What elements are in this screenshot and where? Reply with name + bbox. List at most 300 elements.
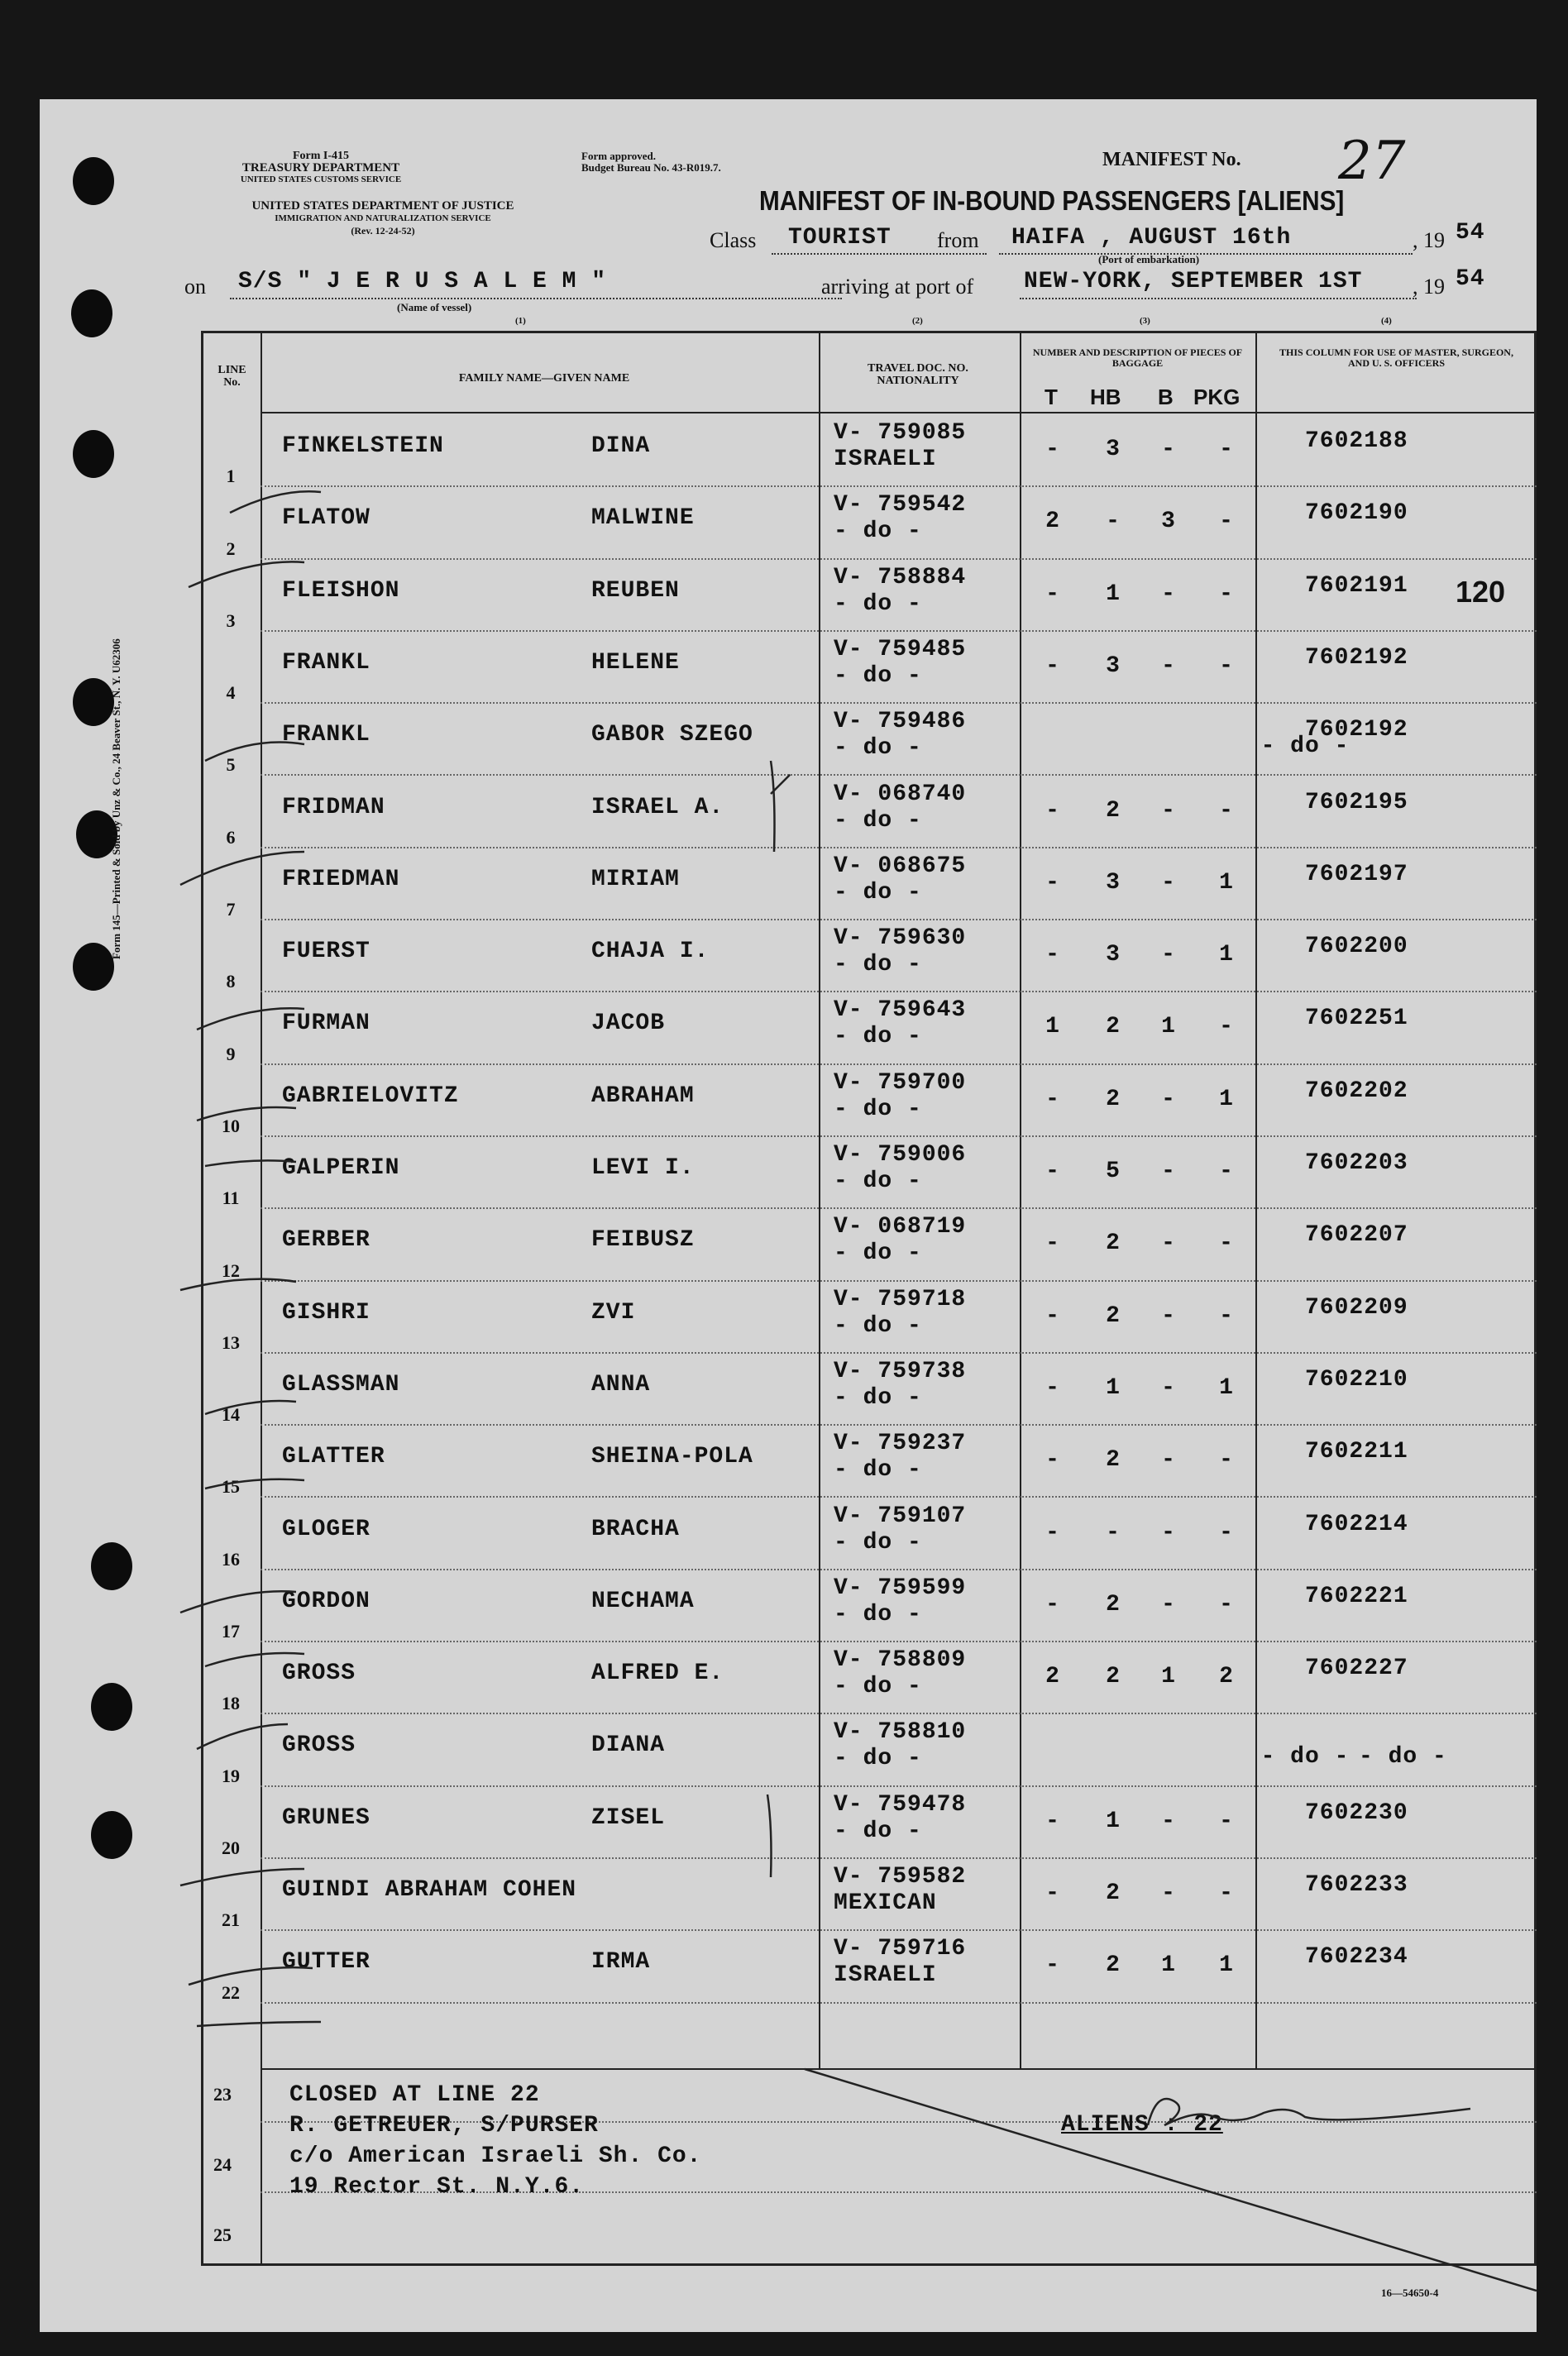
punch-hole (71, 289, 112, 337)
passenger-row (201, 992, 1537, 1064)
family-name: FRIEDMAN (282, 866, 400, 892)
passenger-row (201, 1714, 1537, 1786)
officer-number: 7602214 (1305, 1511, 1408, 1537)
punch-hole (91, 1683, 132, 1731)
baggage-hb: 2 (1106, 1447, 1121, 1474)
baggage-b: - (1161, 942, 1176, 968)
travel-doc-number: V- 759716 (834, 1936, 967, 1962)
line-number: 17 (222, 1621, 240, 1642)
baggage-hb: 3 (1106, 437, 1121, 462)
line-number: 6 (226, 826, 236, 848)
nationality: - do - (834, 519, 922, 545)
travel-doc-number: V- 759107 (834, 1503, 967, 1529)
baggage-b: - (1161, 1880, 1176, 1906)
given-name: LEVI I. (591, 1155, 695, 1181)
nationality: - do - (834, 1746, 922, 1772)
nationality: - do - (834, 1601, 922, 1627)
family-name: GLATTER (282, 1444, 385, 1470)
punch-hole (73, 943, 114, 991)
line-number: 5 (226, 754, 236, 776)
line-number: 19 (222, 1765, 240, 1786)
travel-doc-number: V- 758884 (834, 564, 967, 590)
baggage-pkg: - (1219, 652, 1234, 679)
baggage-t: - (1045, 1808, 1060, 1834)
nationality: - do - (834, 1384, 922, 1411)
travel-doc-number: V- 759700 (834, 1069, 967, 1096)
baggage-ditto: - do - (1260, 734, 1350, 760)
col-num-1: (1) (515, 316, 526, 326)
baggage-b: - (1161, 581, 1176, 607)
baggage-t: 2 (1045, 509, 1060, 535)
travel-doc-number: V- 759478 (834, 1791, 967, 1818)
baggage-hb: 5 (1106, 1159, 1121, 1184)
family-name: GALPERIN (282, 1155, 400, 1181)
baggage-t: - (1045, 1374, 1060, 1401)
travel-doc-number: V- 759085 (834, 420, 967, 446)
passenger-row (201, 1498, 1537, 1570)
family-name: GLOGER (282, 1516, 370, 1542)
line-number: 25 (213, 2225, 232, 2245)
punch-hole (73, 678, 114, 726)
punch-hole (91, 1811, 132, 1859)
line-number: 18 (222, 1693, 240, 1714)
purser-name: R. GETREUER, S/PURSER (289, 2113, 599, 2139)
form-agency-block (184, 151, 457, 185)
class-underline (772, 253, 987, 256)
passenger-row (201, 1209, 1537, 1281)
from-label: from (937, 228, 979, 252)
baggage-t: - (1045, 652, 1060, 679)
given-name: ZISEL (591, 1804, 666, 1831)
baggage-pkg: - (1219, 1447, 1234, 1474)
travel-doc-number: V- 759738 (834, 1358, 967, 1384)
passenger-row (201, 1931, 1537, 2003)
baggage-b: - (1161, 1086, 1176, 1112)
given-name: ZVI (591, 1299, 636, 1326)
baggage-b: - (1161, 1302, 1176, 1329)
line-number: 2 (226, 538, 236, 559)
line-number: 3 (226, 609, 236, 631)
line-number: 9 (226, 1043, 236, 1064)
baggage-t: - (1045, 1231, 1060, 1257)
baggage-t: - (1045, 437, 1060, 462)
family-name: GROSS (282, 1661, 356, 1687)
nationality: - do - (834, 1457, 922, 1484)
baggage-pkg: - (1219, 581, 1234, 607)
baggage-t: - (1045, 1159, 1060, 1184)
baggage-pkg: - (1219, 797, 1234, 824)
line-number: 8 (226, 971, 236, 992)
baggage-sub-hb: HB (1090, 385, 1121, 409)
baggage-t: - (1045, 1952, 1060, 1979)
line-number: 22 (222, 1981, 240, 2003)
baggage-t: - (1045, 797, 1060, 824)
col-header-baggage: NUMBER AND DESCRIPTION OF PIECES OF BAGGAGE (1032, 346, 1243, 369)
baggage-ditto: - do - (1260, 1744, 1350, 1771)
passenger-row (201, 704, 1537, 776)
vessel-note: (Name of vessel) (397, 301, 472, 313)
col-num-2: (2) (912, 316, 923, 326)
baggage-pkg: - (1219, 509, 1234, 535)
family-name: FRANKL (282, 722, 370, 748)
nationality: - do - (834, 1168, 922, 1194)
baggage-b: - (1161, 437, 1176, 462)
officer-number: 7602211 (1305, 1439, 1408, 1465)
baggage-hb: 2 (1106, 1302, 1121, 1329)
given-name: MIRIAM (591, 866, 680, 892)
given-name: JACOB (591, 1011, 666, 1037)
manifest-number-label: MANIFEST No. (1102, 149, 1241, 170)
baggage-pkg: - (1219, 1302, 1234, 1329)
baggage-hb: 2 (1106, 1664, 1121, 1690)
col-header-line-no: LINE No. (218, 364, 246, 389)
baggage-sub-t: T (1045, 385, 1058, 409)
officer-number: 7602234 (1305, 1944, 1408, 1971)
baggage-t: - (1045, 1302, 1060, 1329)
baggage-hb: 2 (1106, 797, 1121, 824)
baggage-hb: 2 (1106, 1591, 1121, 1618)
vessel-underline (230, 298, 842, 300)
baggage-b: - (1161, 1159, 1176, 1184)
baggage-b: - (1161, 652, 1176, 679)
family-name: FUERST (282, 939, 370, 965)
baggage-hb: 3 (1106, 869, 1121, 896)
baggage-t: - (1045, 1519, 1060, 1546)
year-prefix-2: , 19 (1413, 275, 1445, 299)
family-name: GUINDI ABRAHAM COHEN (282, 1877, 577, 1903)
nationality: - do - (834, 1240, 922, 1267)
baggage-b: - (1161, 1808, 1176, 1834)
line-number: 4 (226, 682, 236, 704)
baggage-hb: 1 (1106, 1808, 1121, 1834)
baggage-pkg: - (1219, 1880, 1234, 1906)
baggage-hb: - (1106, 1519, 1121, 1546)
officer-number: 7602221 (1305, 1583, 1408, 1609)
given-name: REUBEN (591, 577, 680, 604)
baggage-b: - (1161, 869, 1176, 896)
officer-number: 7602188 (1305, 428, 1408, 454)
passenger-row (201, 415, 1537, 487)
given-name: ALFRED E. (591, 1661, 724, 1687)
arrival-underline (1020, 298, 1417, 300)
line-number: 12 (222, 1259, 240, 1281)
passenger-row (201, 632, 1537, 704)
officer-number: 7602233 (1305, 1872, 1408, 1898)
approved-label: Form approved. (581, 150, 657, 162)
given-name: ANNA (591, 1371, 651, 1398)
line-number: 16 (222, 1548, 240, 1570)
officer-number: 7602195 (1305, 789, 1408, 815)
manifest-number-handwritten: 27 (1338, 131, 1406, 192)
passenger-row (201, 1787, 1537, 1859)
baggage-pkg: 1 (1219, 942, 1234, 968)
given-name: DINA (591, 433, 651, 459)
baggage-b: - (1161, 1447, 1176, 1474)
nationality: MEXICAN (834, 1890, 937, 1916)
baggage-hb: 2 (1106, 1880, 1121, 1906)
class-value: TOURIST (788, 225, 892, 251)
given-name: BRACHA (591, 1516, 680, 1542)
passenger-row (201, 1426, 1537, 1498)
travel-doc-number: V- 759630 (834, 925, 967, 952)
col-header-travel-doc: TRAVEL DOC. NO. NATIONALITY (868, 362, 968, 387)
baggage-t: - (1045, 1880, 1060, 1906)
travel-doc-number: V- 759485 (834, 636, 967, 662)
nationality: ISRAELI (834, 1962, 937, 1989)
baggage-hb: 2 (1106, 1086, 1121, 1112)
family-name: GRUNES (282, 1804, 370, 1831)
baggage-pkg: - (1219, 437, 1234, 462)
officer-number: 7602192 (1305, 644, 1408, 671)
officer-number: 7602207 (1305, 1222, 1408, 1249)
year-value-2: 54 (1456, 266, 1485, 292)
treasury-label: TREASURY DEPARTMENT (241, 161, 400, 174)
year-prefix-1: , 19 (1413, 228, 1445, 252)
officer-number: 7602227 (1305, 1656, 1408, 1682)
baggage-sub-pkg: PKG (1193, 385, 1241, 409)
immigration-label: IMMIGRATION AND NATURALIZATION SERVICE (275, 213, 491, 223)
family-name: FLATOW (282, 505, 370, 532)
baggage-pkg: - (1219, 1231, 1234, 1257)
line-number: 13 (222, 1331, 240, 1353)
given-name: NECHAMA (591, 1588, 695, 1614)
baggage-t: - (1045, 869, 1060, 896)
family-name: GERBER (282, 1227, 370, 1254)
nationality: - do - (834, 590, 922, 617)
travel-doc-number: V- 068675 (834, 853, 967, 879)
line-number: 1 (226, 466, 236, 487)
given-name: SHEINA-POLA (591, 1444, 753, 1470)
given-name: HELENE (591, 649, 680, 676)
officer-number: 7602209 (1305, 1294, 1408, 1321)
baggage-b: - (1161, 1231, 1176, 1257)
nationality: ISRAELI (834, 447, 937, 472)
nationality: - do - (834, 1096, 922, 1122)
col-header-officers: THIS COLUMN FOR USE OF MASTER, SURGEON, AND U. S. OFFICERS (1279, 346, 1513, 369)
given-name: MALWINE (591, 505, 695, 532)
closed-at-line: CLOSED AT LINE 22 (289, 2082, 540, 2108)
baggage-pkg: - (1219, 1591, 1234, 1618)
line-number: 15 (222, 1476, 240, 1498)
from-value: HAIFA , AUGUST 16th (1011, 225, 1292, 251)
baggage-b: - (1161, 1591, 1176, 1618)
baggage-pkg: 1 (1219, 1374, 1234, 1401)
given-name: GABOR SZEGO (591, 722, 753, 748)
travel-doc-number: V- 759643 (834, 997, 967, 1024)
given-name: DIANA (591, 1732, 666, 1759)
nationality: - do - (834, 735, 922, 762)
form-number: Form I-415 (292, 150, 350, 162)
punch-hole (73, 157, 114, 205)
officer-number: 7602251 (1305, 1006, 1408, 1032)
col-header-name: FAMILY NAME—GIVEN NAME (458, 372, 630, 385)
baggage-hb: - (1106, 509, 1121, 535)
side-number: 120 (1456, 575, 1506, 609)
arriving-label: arriving at port of (821, 275, 974, 299)
baggage-hb: 1 (1106, 1374, 1121, 1401)
given-name: ISRAEL A. (591, 794, 724, 820)
family-name: GISHRI (282, 1299, 370, 1326)
line-rule (261, 2002, 1537, 2005)
passenger-row (201, 920, 1537, 992)
officer-number: - do - (1359, 1744, 1447, 1771)
nationality: - do - (834, 1312, 922, 1339)
baggage-hb: 2 (1106, 1231, 1121, 1257)
line-number: 10 (222, 1115, 240, 1136)
baggage-b: - (1161, 797, 1176, 824)
baggage-t: 1 (1045, 1014, 1060, 1040)
family-name: FLEISHON (282, 577, 400, 604)
closing-rule (261, 2068, 1537, 2070)
travel-doc-number: V- 068740 (834, 781, 967, 807)
baggage-pkg: - (1219, 1519, 1234, 1546)
passenger-row (201, 1642, 1537, 1714)
nationality: - do - (834, 1024, 922, 1050)
line-number: 7 (226, 899, 236, 920)
col-num-4: (4) (1381, 316, 1392, 326)
baggage-hb: 2 (1106, 1952, 1121, 1979)
given-name: IRMA (591, 1949, 651, 1976)
customs-label: UNITED STATES CUSTOMS SERVICE (240, 174, 402, 184)
baggage-hb: 3 (1106, 942, 1121, 968)
justice-block (184, 200, 581, 237)
family-name: GUTTER (282, 1949, 370, 1976)
baggage-pkg: - (1219, 1808, 1234, 1834)
family-name: GORDON (282, 1588, 370, 1614)
punch-hole (73, 430, 114, 478)
col-num-3: (3) (1140, 316, 1150, 326)
officer-number: 7602203 (1305, 1150, 1408, 1176)
travel-doc-number: V- 068719 (834, 1214, 967, 1240)
officer-number: 7602202 (1305, 1078, 1408, 1104)
travel-doc-number: V- 759599 (834, 1575, 967, 1601)
baggage-pkg: 1 (1219, 1086, 1234, 1112)
baggage-t: - (1045, 1086, 1060, 1112)
agent-address: 19 Rector St. N.Y.6. (289, 2174, 585, 2200)
baggage-t: - (1045, 1447, 1060, 1474)
line-number: 23 (213, 2084, 232, 2105)
travel-doc-number: V- 758810 (834, 1719, 967, 1746)
officer-number: 7602190 (1305, 500, 1408, 527)
line-number: 20 (222, 1837, 240, 1858)
officer-number: 7602230 (1305, 1799, 1408, 1826)
baggage-b: - (1161, 1374, 1176, 1401)
baggage-hb: 1 (1106, 581, 1121, 607)
passenger-row (201, 1065, 1537, 1137)
baggage-pkg: 2 (1219, 1664, 1234, 1690)
nationality: - do - (834, 1818, 922, 1844)
travel-doc-number: V- 759486 (834, 709, 967, 735)
baggage-t: - (1045, 942, 1060, 968)
officer-number: 7602191 (1305, 572, 1408, 599)
passenger-row (201, 487, 1537, 559)
passenger-row (201, 1282, 1537, 1354)
travel-doc-number: V- 759006 (834, 1142, 967, 1168)
baggage-sub-b: B (1158, 385, 1174, 409)
officer-number: 7602192 (1305, 717, 1408, 743)
passenger-row (201, 1137, 1537, 1209)
year-value-1: 54 (1456, 220, 1485, 246)
line-number: 24 (213, 2154, 232, 2175)
family-name: GABRIELOVITZ (282, 1082, 459, 1109)
nationality: - do - (834, 952, 922, 978)
travel-doc-number: V- 759237 (834, 1431, 967, 1457)
family-name: FRIDMAN (282, 794, 385, 820)
nationality: - do - (834, 879, 922, 906)
header-bottom-rule (261, 412, 1537, 413)
officer-number: 7602200 (1305, 934, 1408, 960)
baggage-hb: 2 (1106, 1014, 1121, 1040)
passenger-row (201, 1354, 1537, 1426)
aliens-total: ALIENS : 22 (1061, 2112, 1223, 2138)
officer-number: 7602197 (1305, 861, 1408, 887)
passenger-row (201, 848, 1537, 920)
travel-doc-number: V- 759718 (834, 1286, 967, 1312)
line-number: 11 (222, 1188, 240, 1209)
baggage-pkg: - (1219, 1159, 1234, 1184)
justice-label: UNITED STATES DEPARTMENT OF JUSTICE (251, 199, 514, 213)
given-name: FEIBUSZ (591, 1227, 695, 1254)
baggage-pkg: 1 (1219, 1952, 1234, 1979)
manifest-sheet (40, 99, 1537, 2332)
travel-doc-number: V- 759542 (834, 492, 967, 519)
baggage-t: 2 (1045, 1664, 1060, 1690)
line-number: 14 (222, 1404, 240, 1426)
travel-doc-number: V- 758809 (834, 1647, 967, 1674)
line-number: 21 (222, 1909, 240, 1931)
given-name: ABRAHAM (591, 1082, 695, 1109)
family-name: GROSS (282, 1732, 356, 1759)
baggage-t: - (1045, 581, 1060, 607)
punch-hole (91, 1542, 132, 1590)
on-label: on (184, 275, 206, 299)
manifest-title: MANIFEST OF IN-BOUND PASSENGERS [ALIENS] (759, 185, 1345, 216)
baggage-b: 3 (1161, 509, 1176, 535)
baggage-b: - (1161, 1519, 1176, 1546)
baggage-hb: 3 (1106, 652, 1121, 679)
baggage-b: 1 (1161, 1664, 1176, 1690)
budget-label: Budget Bureau No. 43-R019.7. (581, 161, 721, 174)
baggage-pkg: - (1219, 1014, 1234, 1040)
baggage-pkg: 1 (1219, 869, 1234, 896)
travel-doc-number: V- 759582 (834, 1864, 967, 1890)
baggage-b: 1 (1161, 1014, 1176, 1040)
family-name: FINKELSTEIN (282, 433, 444, 459)
baggage-b: 1 (1161, 1952, 1176, 1979)
baggage-t: - (1045, 1591, 1060, 1618)
nationality: - do - (834, 1529, 922, 1556)
class-label: Class (710, 228, 757, 252)
vessel-name: S/S " J E R U S A L E M " (238, 269, 607, 294)
agent-company: c/o American Israeli Sh. Co. (289, 2143, 702, 2169)
family-name: GLASSMAN (282, 1371, 400, 1398)
arrival-port-date: NEW-YORK, SEPTEMBER 1ST (1024, 269, 1363, 294)
nationality: - do - (834, 1674, 922, 1700)
family-name: FURMAN (282, 1011, 370, 1037)
from-underline (999, 253, 1413, 256)
family-name: FRANKL (282, 649, 370, 676)
passenger-row (201, 1859, 1537, 1931)
nationality: - do - (834, 662, 922, 689)
revision-label: (Rev. 12-24-52) (351, 225, 415, 237)
embarkation-note: (Port of embarkation) (1098, 253, 1200, 265)
passenger-row (201, 1570, 1537, 1642)
nationality: - do - (834, 807, 922, 834)
passenger-row (201, 777, 1537, 848)
given-name: CHAJA I. (591, 939, 710, 965)
officer-number: 7602210 (1305, 1366, 1408, 1393)
passenger-row (201, 560, 1537, 632)
